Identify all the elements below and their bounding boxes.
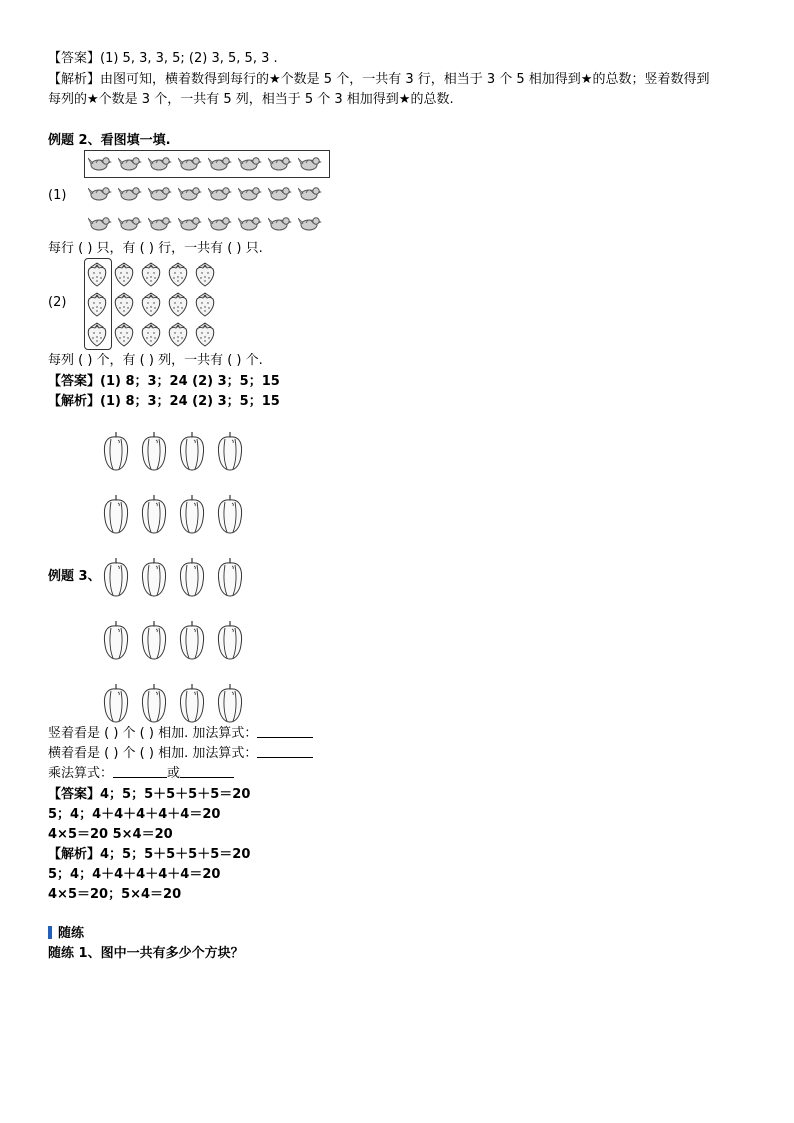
- practice-q1: 随练 1、图中一共有多少个方块？: [48, 946, 244, 961]
- strawberry-icon: [86, 291, 108, 317]
- example3-analysis-1: 【解析】4；5；5＋5＋5＋5＝20: [48, 847, 251, 862]
- pepper-icon: [102, 430, 130, 472]
- pepper-icon: [102, 619, 130, 661]
- strawberry-icon: [194, 291, 216, 317]
- example2-analysis: 【解析】(1) 8；3；24 (2) 3；5；15: [48, 394, 280, 409]
- section-marker: [48, 926, 52, 939]
- example3-analysis-3: 4×5＝20；5×4＝20: [48, 887, 182, 902]
- strawberry-icon: [86, 261, 108, 287]
- bird-icon: [298, 154, 322, 172]
- pepper-icon: [178, 682, 206, 724]
- example3-label: 例题 3、: [48, 569, 101, 584]
- bird-icon: [268, 184, 292, 202]
- bird-icon: [208, 214, 232, 232]
- pepper-icon: [140, 619, 168, 661]
- example3-q1: 竖着看是 ( ) 个 ( ) 相加. 加法算式：: [48, 725, 313, 743]
- bird-icon: [298, 214, 322, 232]
- pepper-icon: [178, 493, 206, 535]
- pepper-icon: [216, 556, 244, 598]
- pepper-icon: [102, 682, 130, 724]
- answer-line: 【答案】(1) 5, 3, 3, 5; (2) 3, 5, 5, 3 .: [48, 51, 278, 66]
- practice-heading: 随练: [48, 925, 84, 943]
- strawberry-icon: [140, 261, 162, 287]
- part2-question: 每列 ( ) 个，有 ( ) 列，一共有 ( ) 个.: [48, 353, 263, 368]
- bird-icon: [88, 184, 112, 202]
- strawberry-icon: [167, 261, 189, 287]
- strawberry-icon: [140, 321, 162, 347]
- part2-label: (2): [48, 295, 67, 310]
- pepper-icon: [216, 682, 244, 724]
- bird-icon: [238, 154, 262, 172]
- strawberry-icon: [113, 291, 135, 317]
- bird-icon: [268, 154, 292, 172]
- bird-icon: [238, 214, 262, 232]
- example3-q2: 横着看是 ( ) 个 ( ) 相加. 加法算式：: [48, 745, 313, 763]
- strawberry-icon: [167, 321, 189, 347]
- pepper-icon: [140, 682, 168, 724]
- bird-icon: [178, 184, 202, 202]
- pepper-icon: [102, 556, 130, 598]
- strawberry-icon: [194, 261, 216, 287]
- pepper-icon: [178, 556, 206, 598]
- pepper-icon: [140, 430, 168, 472]
- example2-answer: 【答案】(1) 8；3；24 (2) 3；5；15: [48, 374, 280, 389]
- analysis-line-1: 【解析】由图可知，横着数得到每行的★个数是 5 个，一共有 3 行，相当于 3 个 5 相加得到★的总数；竖着数得到: [48, 72, 710, 87]
- bird-icon: [208, 184, 232, 202]
- pepper-icon: [216, 493, 244, 535]
- bird-icon: [148, 184, 172, 202]
- bird-icon: [118, 184, 142, 202]
- bird-icon: [178, 214, 202, 232]
- example2-title: 例题 2、看图填一填.: [48, 133, 171, 148]
- bird-icon: [88, 214, 112, 232]
- example3-answer-3: 4×5＝20 5×4＝20: [48, 827, 173, 842]
- example3-q3: 乘法算式： 或: [48, 765, 234, 783]
- strawberry-icon: [167, 291, 189, 317]
- bird-icon: [238, 184, 262, 202]
- part1-label: (1): [48, 188, 67, 203]
- strawberry-icon: [86, 321, 108, 347]
- bird-icon: [118, 154, 142, 172]
- bird-icon: [178, 154, 202, 172]
- example3-answer-1: 【答案】4；5；5＋5＋5＋5＝20: [48, 787, 251, 802]
- pepper-icon: [140, 556, 168, 598]
- bird-icon: [268, 214, 292, 232]
- pepper-icon: [140, 493, 168, 535]
- bird-icon: [118, 214, 142, 232]
- bird-icon: [208, 154, 232, 172]
- pepper-icon: [216, 619, 244, 661]
- pepper-icon: [178, 619, 206, 661]
- pepper-icon: [178, 430, 206, 472]
- example3-analysis-2: 5；4；4＋4＋4＋4＋4＝20: [48, 867, 221, 882]
- bird-icon: [148, 214, 172, 232]
- strawberry-icon: [194, 321, 216, 347]
- example3-answer-2: 5；4；4＋4＋4＋4＋4＝20: [48, 807, 221, 822]
- bird-icon: [148, 154, 172, 172]
- pepper-icon: [102, 493, 130, 535]
- strawberry-icon: [113, 261, 135, 287]
- strawberry-icon: [113, 321, 135, 347]
- analysis-line-2: 每列的★个数是 3 个，一共有 5 列，相当于 5 个 3 相加得到★的总数.: [48, 92, 454, 107]
- part1-question: 每行 ( ) 只，有 ( ) 行，一共有 ( ) 只.: [48, 241, 263, 256]
- bird-icon: [88, 154, 112, 172]
- strawberry-icon: [140, 291, 162, 317]
- bird-icon: [298, 184, 322, 202]
- pepper-icon: [216, 430, 244, 472]
